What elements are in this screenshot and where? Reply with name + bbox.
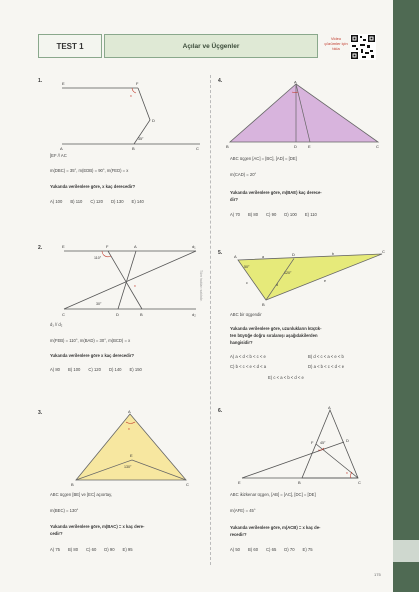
q2-number: 2. [38,245,43,251]
q3-choice-d[interactable]: D) 90 [104,547,115,552]
q2-choice-d[interactable]: D) 140 [108,367,122,372]
q6-choice-d[interactable]: D) 70 [284,547,295,552]
q1-given-1: [EF // AC [50,153,67,158]
column-divider [210,75,211,565]
q4-choice-e[interactable]: E) 110 [304,212,317,217]
side-note: Tüm hakları saklıdır. [199,270,203,302]
q1-given-2: m(DBC) = 35°, m(EDB) = 90°, m(FED) = x [50,168,129,173]
q5-given-1: ABC bir üçgendir [230,312,262,317]
q4-label-e: E [308,144,311,149]
q6-label-d: D [346,438,349,443]
q6-label-b: B [298,480,301,484]
q2-choice-a[interactable]: A) 80 [50,367,61,372]
q1-number: 1. [38,78,43,84]
q6-prompt-2: recedir? [230,532,247,537]
q5-choice-b[interactable]: B) d < c < a < e < b [308,354,344,359]
q1-figure [50,78,205,150]
q5-label-a: a [262,255,264,259]
q4-choice-a[interactable]: A) 70 [230,212,241,217]
q4-prompt-2: dir? [230,197,238,202]
svg-text:B: B [262,302,265,306]
q3-choices [50,547,141,552]
q3-prompt-2: cedir? [50,531,63,536]
svg-text:E: E [62,244,65,249]
q5-label-e: e [324,279,326,283]
q2-angle-30: 30° [96,302,102,306]
q6-prompt-1: Yukarıda verilenlere göre, m(ACB) = x kaç de- [230,525,321,530]
q1-label-a: A [60,146,63,150]
q1-choice-b[interactable]: B) 110 [70,199,83,204]
sidebar-tab [393,540,419,562]
q5-label-c: c [246,281,248,285]
q5-angle-120: 120° [284,271,292,275]
q3-number: 3. [38,410,43,416]
svg-text:A: A [234,254,237,259]
q4-given-1: ABC üçgen [AC] = [BC], [AD] = [DE] [230,156,297,161]
q2-given-1: d₁ // d₂ [50,322,63,327]
svg-text:A: A [134,244,137,249]
q1-label-f: F [136,81,139,86]
q6-label-c: C [358,480,361,484]
q6-label-f: F [311,440,314,445]
q6-figure [232,404,382,484]
q4-choice-b[interactable]: B) 80 [248,212,259,217]
q5-label-b: b [332,252,334,256]
q6-given-2: m(AFE) = 45° [230,508,256,513]
q5-prompt-3: hangisidir? [230,340,253,345]
q3-label-x: x [128,427,130,431]
q3-choice-c[interactable]: C) 60 [86,547,97,552]
q2-choice-e[interactable]: E) 150 [129,367,142,372]
q2-angle-110: 110° [94,256,102,260]
q3-label-b: B [71,482,74,487]
svg-text:d₁: d₁ [192,244,196,249]
q1-choice-d[interactable]: D) 130 [110,199,124,204]
q5-choice-d[interactable]: D) a < b < c < d < e [308,364,345,369]
q2-choice-b[interactable]: B) 100 [68,367,81,372]
q6-given-1: ABC ikizkenar üçgen, [AB] = [AC], [DC] = [DE] [230,492,316,497]
q1-label-e: E [62,81,65,86]
q4-label-a: A [294,80,297,85]
q5-prompt-2: ten büyüğe doğru sıralanışı aşağıdakilerden [230,333,318,338]
q6-label-a: A [328,405,331,410]
test-label: TEST 1 [38,34,102,58]
q5-choice-c[interactable]: C) b < c < e < d < a [230,364,267,369]
q3-prompt-1: Yukarıda verilenlere göre, m(BAC) = x kaç dere- [50,524,145,529]
q1-label-b: B [132,146,135,150]
q1-angle-35: 35° [138,137,144,141]
svg-text:C: C [62,312,65,317]
q4-given-2: m(CAD) = 20° [230,172,257,177]
q2-given-2: m(FEB) = 110°, m(BAD) = 30°, m(BCD) = x [50,338,131,343]
qr-label: Video çözümler için tıkla [324,36,348,51]
q2-label-x: x [134,284,136,288]
q4-label-d: D [294,144,297,149]
svg-text:D: D [292,252,295,257]
svg-text:D: D [116,312,119,317]
q1-choice-e[interactable]: E) 140 [131,199,144,204]
q1-label-d: D [152,118,155,123]
q6-choice-a[interactable]: A) 50 [230,547,241,552]
q6-label-e: E [238,480,241,484]
q2-figure [50,243,200,318]
q4-label-b: B [226,144,229,149]
q4-choice-d[interactable]: D) 100 [284,212,297,217]
q3-angle-130: 130° [124,465,132,469]
q4-choices [230,212,325,217]
q4-label-c: C [376,144,379,149]
q1-choices [50,199,152,204]
q3-choice-a[interactable]: A) 75 [50,547,61,552]
q3-choice-b[interactable]: B) 80 [68,547,79,552]
q3-label-a: A [128,409,131,414]
q6-choices [230,547,321,552]
page-number: 175 [374,572,381,577]
svg-text:C: C [382,249,385,254]
q4-figure [226,80,386,150]
q2-choice-c[interactable]: C) 120 [88,367,101,372]
page-edge-sidebar [393,0,419,592]
q6-label-x: x [346,471,348,475]
q1-label-c: C [196,146,199,150]
page-title: Açılar ve Üçgenler [104,34,318,58]
q6-choice-c[interactable]: C) 65 [266,547,277,552]
q6-choice-b[interactable]: B) 60 [248,547,259,552]
q1-choice-c[interactable]: C) 120 [90,199,103,204]
qr-code-icon[interactable] [350,34,376,60]
q3-given-1: ABC üçgen [BE] ve [EC] açıortay, [50,492,113,497]
q5-label-d: d [276,283,278,287]
q3-figure [68,408,193,488]
q4-choice-c[interactable]: C) 90 [266,212,277,217]
q5-number: 5. [218,250,223,256]
svg-text:F: F [106,244,109,249]
q6-choice-e[interactable]: E) 75 [302,547,313,552]
q6-angle-45: 45° [320,441,326,445]
q1-prompt: Yukarıda verilenlere göre, x kaç derecedir? [50,184,136,189]
q1-choice-a[interactable]: A) 100 [50,199,63,204]
q3-label-c: C [186,482,189,487]
q1-label-x: x [130,94,132,98]
svg-text:d₂: d₂ [192,312,196,317]
q2-prompt: Yukarıda verilenlere göre x kaç derecedir? [50,353,135,358]
q3-given-2: m(BEC) = 130° [50,508,79,513]
q3-choice-e[interactable]: E) 95 [122,547,133,552]
q5-angle-50: 50° [244,265,250,269]
q3-label-e: E [130,453,133,458]
q2-choices [50,367,150,372]
q5-choice-a[interactable]: A) a < d < b < c < e [230,354,266,359]
q6-number: 6. [218,408,223,414]
q4-number: 4. [218,78,223,84]
q5-figure [232,246,390,306]
q5-prompt-1: Yukarıda verilenlere göre, uzunlukların küçük- [230,326,322,331]
svg-text:B: B [140,312,143,317]
q5-choice-e[interactable]: E) c < a < b < d < e [268,375,304,380]
q4-prompt-1: Yukarıda verilenlere göre, m(BAE) kaç derece- [230,190,322,195]
